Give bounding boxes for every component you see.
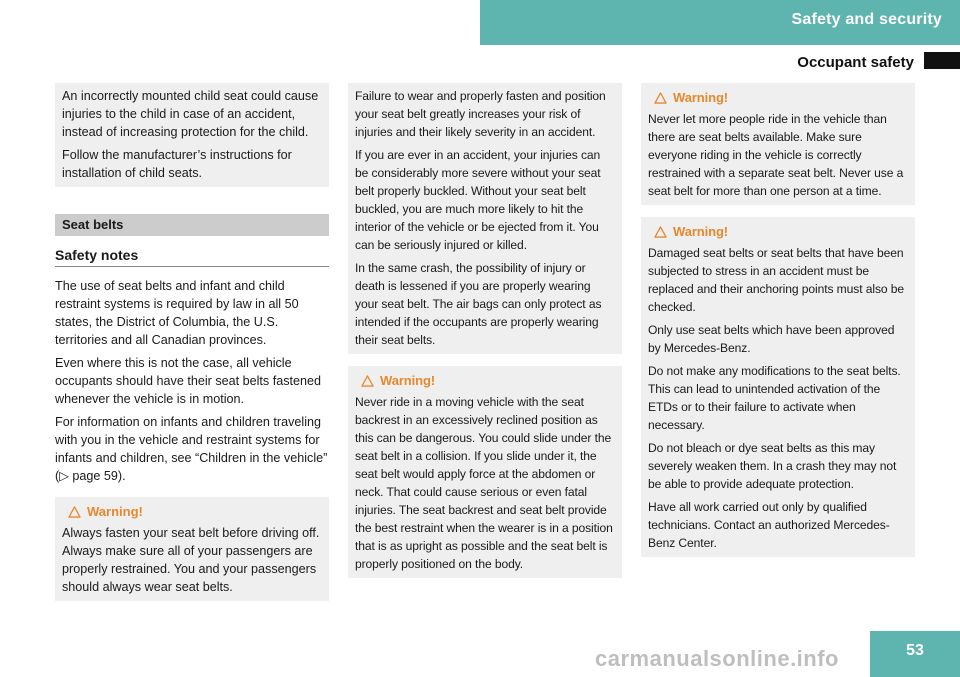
warning-header — [654, 89, 908, 107]
seat-belt-importance-notice — [348, 83, 622, 354]
child-seat-notice — [55, 83, 329, 187]
body-paragraph: For information on infants and children traveling with you in the vehicle and restraint systems for infants and children, see “Children in the vehicle” (▷ page 59). — [55, 415, 328, 483]
notice-paragraph: Follow the manufacturer’s instructions for installation of child seats. — [62, 148, 292, 180]
warning-triangle-icon — [361, 375, 374, 387]
safety-notes-body — [55, 277, 329, 485]
warning-triangle-icon — [654, 226, 667, 238]
body-paragraph: The use of seat belts and infant and child restraint systems is required by law in all 50 states, the District of Columbia, the U.S. territories and all Canadian provinces. — [55, 279, 299, 347]
warning-text: Do not bleach or dye seat belts as this may severely weaken them. In a crash they may not be able to provide adequate protection. — [648, 441, 897, 491]
warning-text: Have all work carried out only by qualified technicians. Contact an authorized Mercedes-Benz Center. — [648, 500, 890, 550]
warning-label: Warning! — [673, 90, 729, 105]
warning-header — [654, 223, 908, 241]
column-3 — [641, 83, 915, 557]
warning-text: Only use seat belts which have been approved by Mercedes-Benz. — [648, 323, 895, 355]
watermark: carmanualsonline.info — [595, 646, 839, 671]
page-reference-link[interactable]: ▷ page 59 — [59, 469, 118, 483]
warning-text: Do not make any modifications to the seat belts. This can lead to unintended activation of the ETDs or to their failure to activate when necessary. — [648, 364, 901, 432]
notice-paragraph: In the same crash, the possibility of injury or death is lessened if you are properly wearing your seat belt. The air bags can only protect as intended if the occupants are properly wearing their seat belts. — [355, 261, 602, 347]
warning-triangle-icon — [68, 506, 81, 518]
warning-header — [68, 503, 322, 521]
notice-paragraph: If you are ever in an accident, your injuries can be considerably more severe without your seat belt properly buckled. Without your seat belt buckled, you are much more likely to hit the interior of the vehicle or be ejected from it. You can be seriously injured or killed. — [355, 148, 601, 252]
warning-text: Always fasten your seat belt before driving off. Always make sure all of your passengers are properly restrained. You and your passengers should always wear seat belts. — [62, 526, 320, 594]
subsection-title: Occupant safety — [797, 54, 914, 71]
warning-text: Never ride in a moving vehicle with the seat backrest in an excessively reclined position as this can be dangerous. You could slide under the seat belt in a collision. If you slide under it, the seat belt would apply force at the abdomen or neck. That could cause serious or even fatal injuries. The seat backrest and seat belt provide the best restraint when the wearer is in a position that is as upright as possible and the seat belt is properly positioned on the body. — [355, 395, 613, 571]
warning-box — [55, 497, 329, 601]
column-2 — [348, 83, 622, 578]
section-title: Safety and security — [791, 11, 942, 28]
seat-belts-heading: Seat belts — [55, 214, 329, 236]
warning-label: Warning! — [380, 373, 436, 388]
notice-paragraph: Failure to wear and properly fasten and position your seat belt greatly increases your risk of injuries and their likely severity in an accident. — [355, 89, 606, 139]
header-bar — [480, 0, 960, 45]
warning-box — [641, 217, 915, 557]
page-number: 53 — [870, 631, 960, 677]
warning-label: Warning! — [87, 504, 143, 519]
warning-text: Damaged seat belts or seat belts that have been subjected to stress in an accident must be replaced and their anchoring points must also be checked. — [648, 246, 905, 314]
body-paragraph: Even where this is not the case, all vehicle occupants should have their seat belts fastened whenever the vehicle is in motion. — [55, 356, 322, 406]
warning-label: Warning! — [673, 224, 729, 239]
page-tab-marker — [924, 52, 960, 69]
notice-paragraph: An incorrectly mounted child seat could cause injuries to the child in case of an accident, instead of increasing protection for the child. — [62, 89, 319, 139]
warning-box — [641, 83, 915, 205]
warning-box — [348, 366, 622, 578]
warning-text: Never let more people ride in the vehicle than there are seat belts available. Make sure everyone riding in the vehicle is correctly restrained with a separate seat belt. Never use a seat belt for more than one person at a time. — [648, 112, 904, 198]
safety-notes-heading: Safety notes — [55, 247, 329, 267]
warning-triangle-icon — [654, 92, 667, 104]
warning-header — [361, 372, 615, 390]
column-1 — [55, 83, 329, 601]
